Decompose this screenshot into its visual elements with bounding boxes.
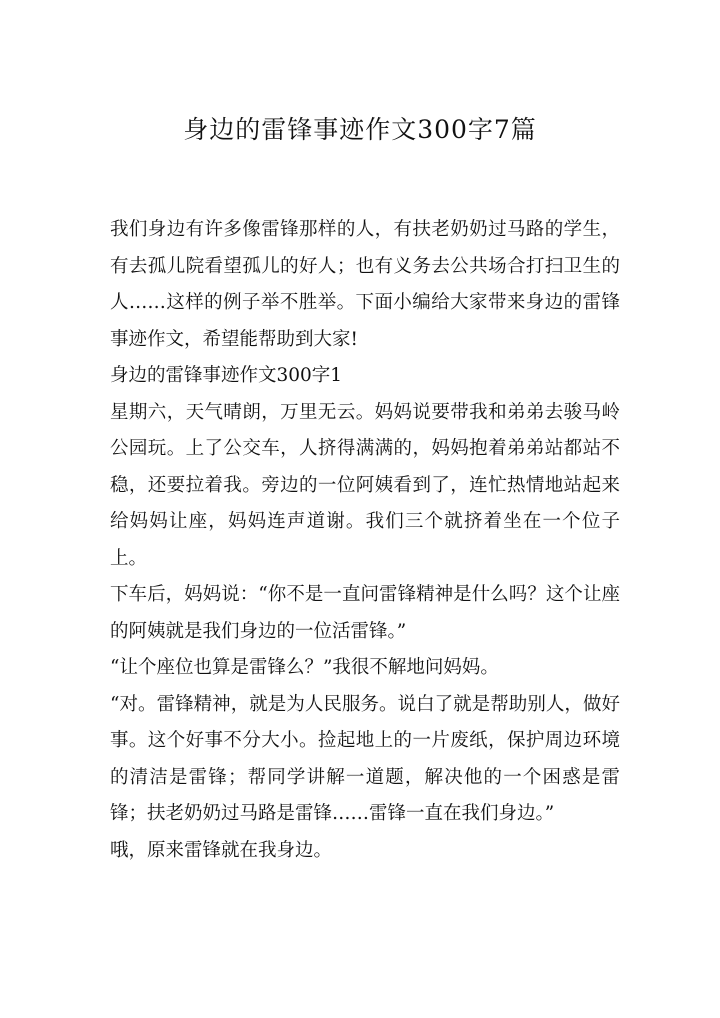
paragraph-conclusion: 哦，原来雷锋就在我身边。 <box>110 839 333 861</box>
paragraph-dialogue-answer: “对。雷锋精神，就是为人民服务。说白了就是帮助别人，做好事。这个好事不分大小。捡起地上的一片废纸，保护周边环境的清洁是雷锋；帮同学讲解一道题，解决他的一个困惑是雷锋；扶老奶奶过马路是雷锋……雷锋一直在我们身边。” <box>110 693 620 824</box>
paragraph-story: 星期六，天气晴朗，万里无云。妈妈说要带我和弟弟去骏马岭公园玩。上了公交车，人挤得满满的，妈妈抱着弟弟站都站不稳，还要拉着我。旁边的一位阿姨看到了，连忙热情地站起来给妈妈让座，妈妈连声道谢。我们三个就挤着坐在一个位子上。 <box>110 401 620 569</box>
paragraph-intro: 我们身边有许多像雷锋那样的人，有扶老奶奶过马路的学生，有去孤儿院看望孤儿的好人；也有义务去公共场合打扫卫生的人……这样的例子举不胜举。下面小编给大家带来身边的雷锋事迹作文，希望能帮助到大家! <box>110 219 620 350</box>
paragraph-dialogue-question: “让个座位也算是雷锋么？”我很不解地问妈妈。 <box>110 657 499 678</box>
section-heading: 身边的雷锋事迹作文300字1 <box>110 365 343 386</box>
document-title: 身边的雷锋事迹作文300字7篇 <box>183 115 537 144</box>
document-body <box>110 212 620 869</box>
paragraph-dialogue-mother: 下车后，妈妈说：“你不是一直问雷锋精神是什么吗？这个让座的阿姨就是我们身边的一位活雷锋。” <box>110 584 620 642</box>
